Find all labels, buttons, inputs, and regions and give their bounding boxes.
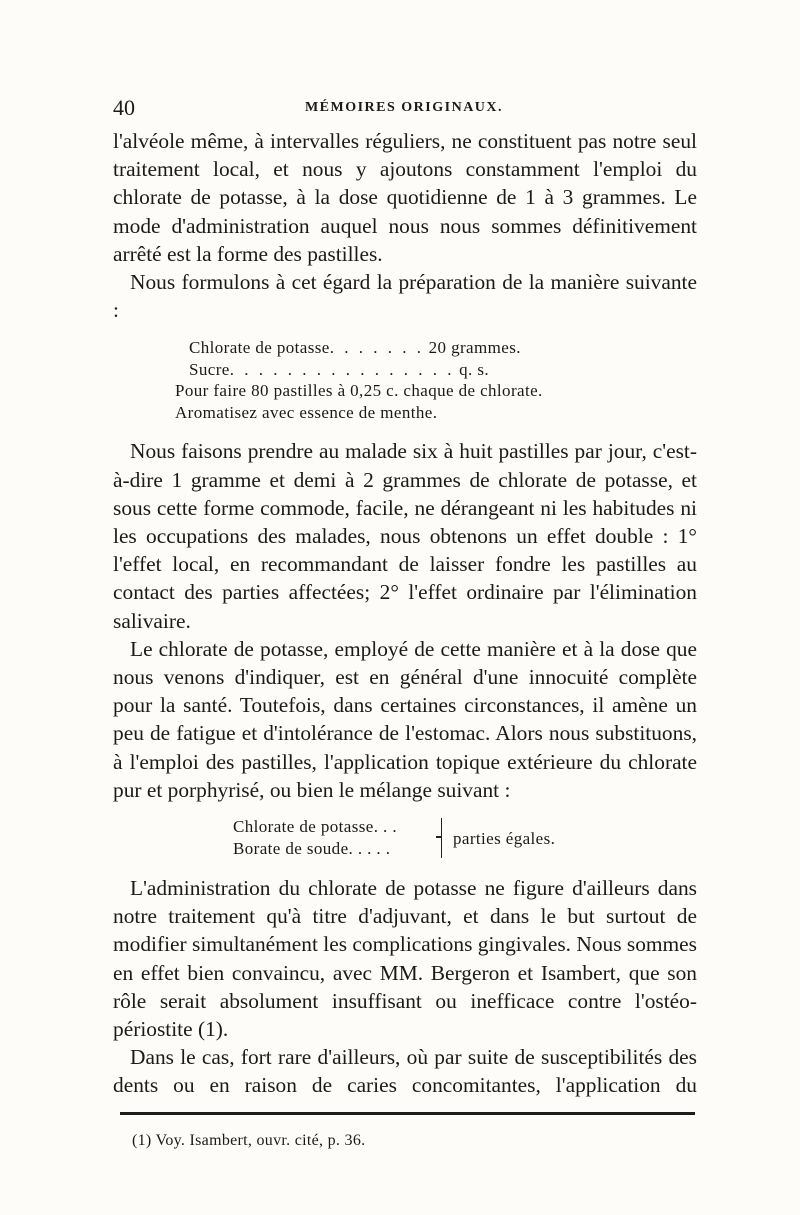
paragraph-1: l'alvéole même, à intervalles réguliers, ne constituent pas notre seul traitement local, et nous y ajoutons constamment l'emploi du chlorate de potasse, à la dose quotidienne de 1 à 3 grammes. Le mode d'administration auquel nous nous sommes définitivement arrêté est la forme des pastilles. — [113, 129, 697, 266]
formula-instruction: Aromatisez avec essence de menthe. — [175, 402, 438, 422]
mixture-item: Borate de soude. . . . . — [233, 838, 391, 858]
mixture-proportion: parties égales. — [453, 829, 556, 849]
paragraph-6: Dans le cas, fort rare d'ailleurs, où par suite de susceptibilités des dents ou en raison de caries concomitantes, l'application du — [113, 1045, 697, 1098]
page-number: 40 — [113, 95, 135, 120]
ingredient-name: Chlorate de potasse — [189, 338, 330, 358]
formula-row — [175, 359, 697, 381]
leader-dots: . . . . . . . . . . . . . . . . — [229, 359, 455, 379]
ingredient-amount: q. s. — [459, 359, 489, 379]
ingredient-name: Sucre — [189, 359, 230, 379]
page-header — [113, 95, 695, 121]
paragraph-5: L'administration du chlorate de potasse ne figure d'ailleurs dans notre traitement qu'à titre d'adjuvant, et dans le but surtout de modifier simultanément les complications gingivales. Nous sommes en effet bien convaincu, avec MM. Bergeron et Isambert, que son rôle serait absolument insuffisant ou inefficace contre l'ostéo-périostite (1). — [113, 876, 697, 1042]
formula-instruction: Pour faire 80 pastilles à 0,25 c. chaque de chlorate. — [175, 381, 543, 401]
mixture-formula — [113, 816, 697, 862]
running-head: MÉMOIRES ORIGINAUX. — [304, 100, 504, 115]
leader-dots: . . . . . . . — [329, 338, 424, 358]
mixture-items — [233, 816, 397, 859]
ingredient-amount: 20 grammes. — [428, 338, 521, 358]
prescription-formula — [113, 337, 697, 423]
paragraph-3: Nous faisons prendre au malade six à huit pastilles par jour, c'est-à-dire 1 gramme et demi à 2 grammes de chlorate de potasse, et sous cette forme commode, facile, ne dérangeant ni les habitudes ni les occupations des malades, nous obtenons un effet double : 1° l'effet local, en recommandant de laisser fondre les pastilles au contact des parties affectées; 2° l'effet ordinaire par l'élimination salivaire. — [113, 439, 697, 633]
paragraph-2: Nous formulons à cet égard la préparation de la manière suivante : — [113, 270, 697, 323]
formula-row — [175, 337, 697, 359]
body-text — [113, 127, 697, 1100]
paragraph-4: Le chlorate de potasse, employé de cette manière et à la dose que nous venons d'indiquer, est en général d'une innocuité complète pour la santé. Toutefois, dans certaines circonstances, il amène un peu de fatigue et d'intolérance de l'estomac. Alors nous substituons, à l'emploi des pastilles, l'application topique extérieure du chlorate pur et porphyrisé, ou bien le mélange suivant : — [113, 636, 697, 802]
mixture-item: Chlorate de potasse. . . — [233, 817, 397, 837]
brace-icon — [441, 818, 448, 858]
footnote-rule — [120, 1112, 695, 1115]
footnote: (1) Voy. Isambert, ouvr. cité, p. 36. — [132, 1132, 366, 1149]
